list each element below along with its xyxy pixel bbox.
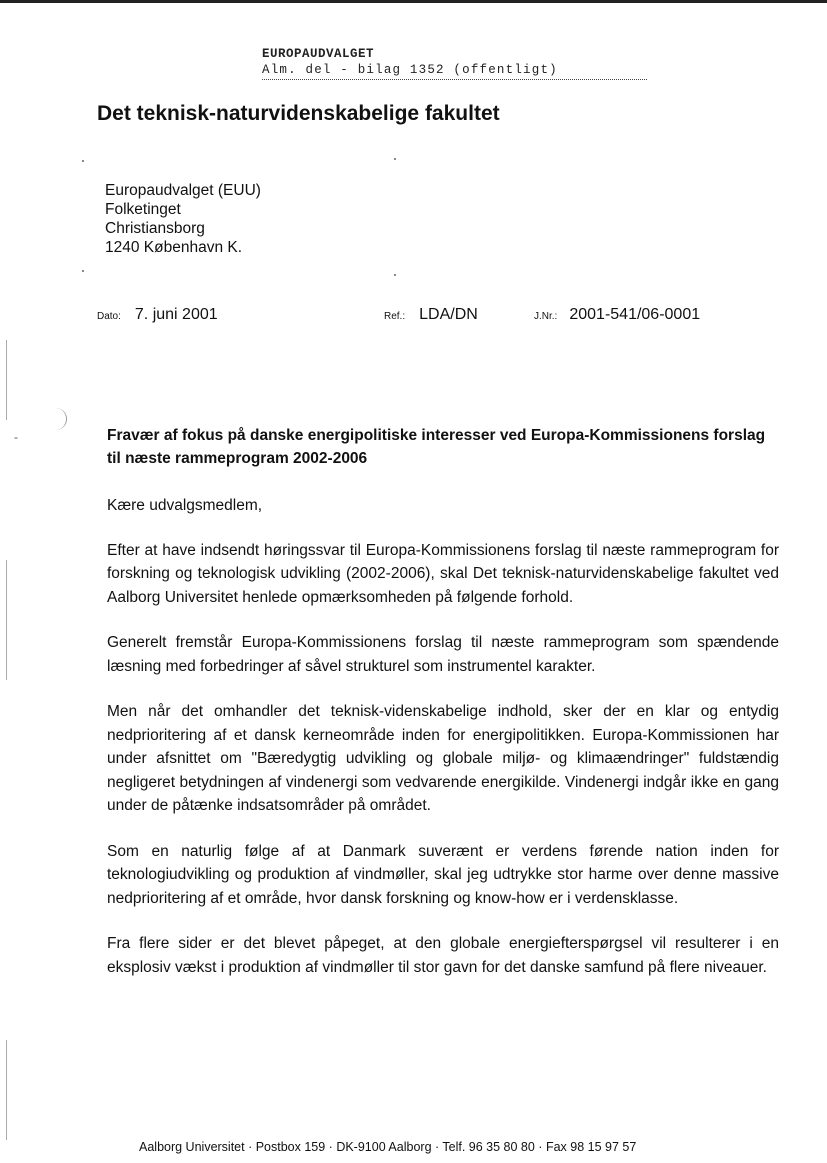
- archive-stamp: [262, 46, 647, 80]
- letter-body: [107, 494, 779, 1001]
- ref-value: LDA/DN: [419, 306, 478, 323]
- scan-dot: [82, 160, 84, 162]
- reference-field: [384, 306, 478, 324]
- stamp-committee: EUROPAUDVALGET: [262, 47, 375, 61]
- salutation: Kære udvalgsmedlem,: [107, 497, 263, 514]
- address-line: Europaudvalget (EUU): [105, 182, 261, 199]
- date-label: Dato:: [97, 311, 121, 322]
- faculty-heading: Det teknisk-naturvidenskabelige fakultet: [97, 102, 500, 125]
- margin-mark: -: [14, 430, 18, 444]
- body-paragraph: Som en naturlig følge af at Danmark suverænt er verdens førende nation inden for teknologiudvikling og produktion af vindmøller, skal jeg udtrykke stor harme over denne massive nedprioritering af et område, hvor dansk forskning og know-how er i verdensklasse.: [107, 842, 779, 907]
- recipient-address: [105, 181, 261, 257]
- body-paragraph: Generelt fremstår Europa-Kommissionens forslag til næste rammeprogram som spændende læsning med forbedringer af såvel strukturel som instrumentel karakter.: [107, 634, 779, 675]
- scan-dot: [394, 274, 396, 276]
- ref-label: Ref.:: [384, 311, 406, 322]
- scan-margin-line: [6, 1040, 7, 1140]
- address-line: 1240 København K.: [105, 239, 243, 256]
- scan-margin-line: [6, 340, 7, 420]
- date-value: 7. juni 2001: [134, 306, 218, 323]
- margin-bracket: [48, 408, 67, 430]
- body-paragraph: Men når det omhandler det teknisk-videnskabelige indhold, sker der en klar og entydig nedprioritering af et dansk kerneområde inden for energipolitikken. Europa-Kommissionen har under afsnittet om "Bæredygtig udvikling og globale miljø- og klimaændringer" fuldstændig negligeret betydningen af vindenergi som vedvarende energikilde. Vindenergi indgår ikke en gang under de påtænke indsatsområder på området.: [107, 703, 779, 814]
- jnr-label: J.Nr.:: [534, 311, 558, 322]
- letter-footer: Aalborg Universitet · Postbox 159 · DK-9100 Aalborg · Telf. 96 35 80 80 · Fax 98 15 97 57: [139, 1140, 637, 1154]
- scan-top-edge: [0, 0, 827, 3]
- scan-margin-line: [6, 560, 7, 680]
- stamp-reference: Alm. del - bilag 1352 (offentligt): [262, 62, 647, 80]
- scan-dot: [394, 158, 396, 160]
- scan-dot: [82, 270, 84, 272]
- body-paragraph: Efter at have indsendt høringssvar til Europa-Kommissionens forslag til næste rammeprogram for forskning og teknologisk udvikling (2002-2006), skal Det teknisk-naturvidenskabelige fakultet ved Aalborg Universitet henlede opmærksomheden på følgende forhold.: [107, 541, 779, 606]
- jnr-value: 2001-541/06-0001: [569, 306, 701, 323]
- journal-number-field: [534, 306, 700, 324]
- address-line: Christiansborg: [105, 220, 205, 237]
- body-paragraph: Fra flere sider er det blevet påpeget, at den globale energiefterspørgsel vil resulterer i en eksplosiv vækst i produktion af vindmøller til stor gavn for det danske samfund på flere niveauer.: [107, 935, 779, 976]
- letter-subject: Fravær af fokus på danske energipolitiske interesser ved Europa-Kommissionens forslag til næste rammeprogram 2002-2006: [107, 427, 766, 467]
- date-field: [97, 306, 218, 324]
- address-line: Folketinget: [105, 201, 181, 218]
